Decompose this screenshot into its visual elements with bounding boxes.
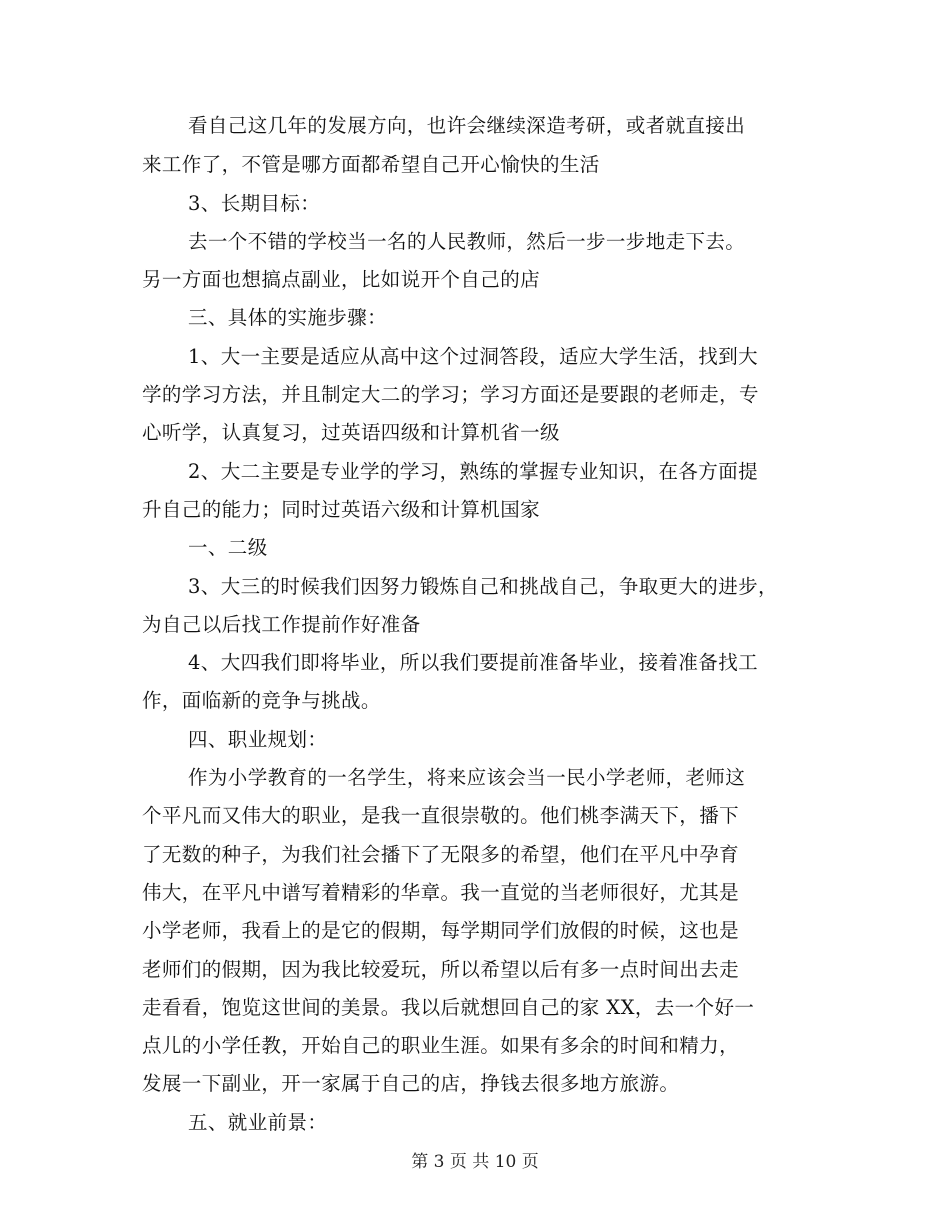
section-heading: 三、具体的实施步骤： (188, 306, 388, 329)
body-text-line: 4、大四我们即将毕业，所以我们要提前准备毕业，接着准备找工 (188, 651, 759, 674)
body-text-line: 小学老师，我看上的是它的假期，每学期同学们放假的时候，这也是 (142, 919, 740, 942)
section-heading: 3、长期目标： (188, 192, 321, 215)
body-text-line: 来工作了，不管是哪方面都希望自己开心愉快的生活 (142, 153, 600, 176)
section-heading: 五、就业前景： (188, 1111, 328, 1134)
body-text-line: 发展一下副业，开一家属于自己的店，挣钱去很多地方旅游。 (142, 1072, 680, 1095)
body-text-line: 伟大，在平凡中谱写着精彩的华章。我一直觉的当老师很好，尤其是 (142, 881, 740, 904)
body-text-line: 走看看，饱览这世间的美景。我以后就想回自己的家 XX，去一个好一 (142, 996, 755, 1019)
body-text-line: 另一方面也想搞点副业，比如说开个自己的店 (142, 268, 541, 291)
body-text-line: 心听学，认真复习，过英语四级和计算机省一级 (142, 421, 560, 444)
body-text-line: 去一个不错的学校当一名的人民教师，然后一步一步地走下去。 (188, 230, 746, 253)
page-number-footer: 第 3 页 共 10 页 (411, 1152, 539, 1172)
body-text-line: 看自己这几年的发展方向，也许会继续深造考研，或者就直接出 (188, 114, 746, 137)
body-text-line: 老师们的假期，因为我比较爱玩，所以希望以后有多一点时间出去走 (142, 958, 740, 981)
body-text-line: 升自己的能力；同时过英语六级和计算机国家 (142, 498, 541, 521)
body-text-line: 学的学习方法，并且制定大二的学习；学习方面还是要跟的老师走，专 (142, 383, 759, 406)
body-text-line: 个平凡而又伟大的职业，是我一直很崇敬的。他们桃李满天下，播下 (142, 804, 740, 827)
body-text-line: 点儿的小学任教，开始自己的职业生涯。如果有多余的时间和精力， (142, 1034, 740, 1057)
body-text-line: 为自己以后找工作提前作好准备 (142, 613, 421, 636)
body-text-line: 2、大二主要是专业学的学习，熟练的掌握专业知识，在各方面提 (188, 460, 759, 483)
body-text-line: 了无数的种子，为我们社会播下了无限多的希望，他们在平凡中孕育 (142, 843, 740, 866)
body-text-line: 作为小学教育的一名学生，将来应该会当一民小学老师，老师这 (188, 766, 746, 789)
body-text-line: 3、大三的时候我们因努力锻炼自己和挑战自己，争取更大的进步， (188, 575, 778, 598)
body-text-line: 一、二级 (188, 536, 268, 559)
section-heading: 四、职业规划： (188, 728, 328, 751)
body-text-line: 作，面临新的竞争与挑战。 (142, 689, 381, 712)
body-text-line: 1、大一主要是适应从高中这个过洞答段，适应大学生活，找到大 (188, 345, 759, 368)
